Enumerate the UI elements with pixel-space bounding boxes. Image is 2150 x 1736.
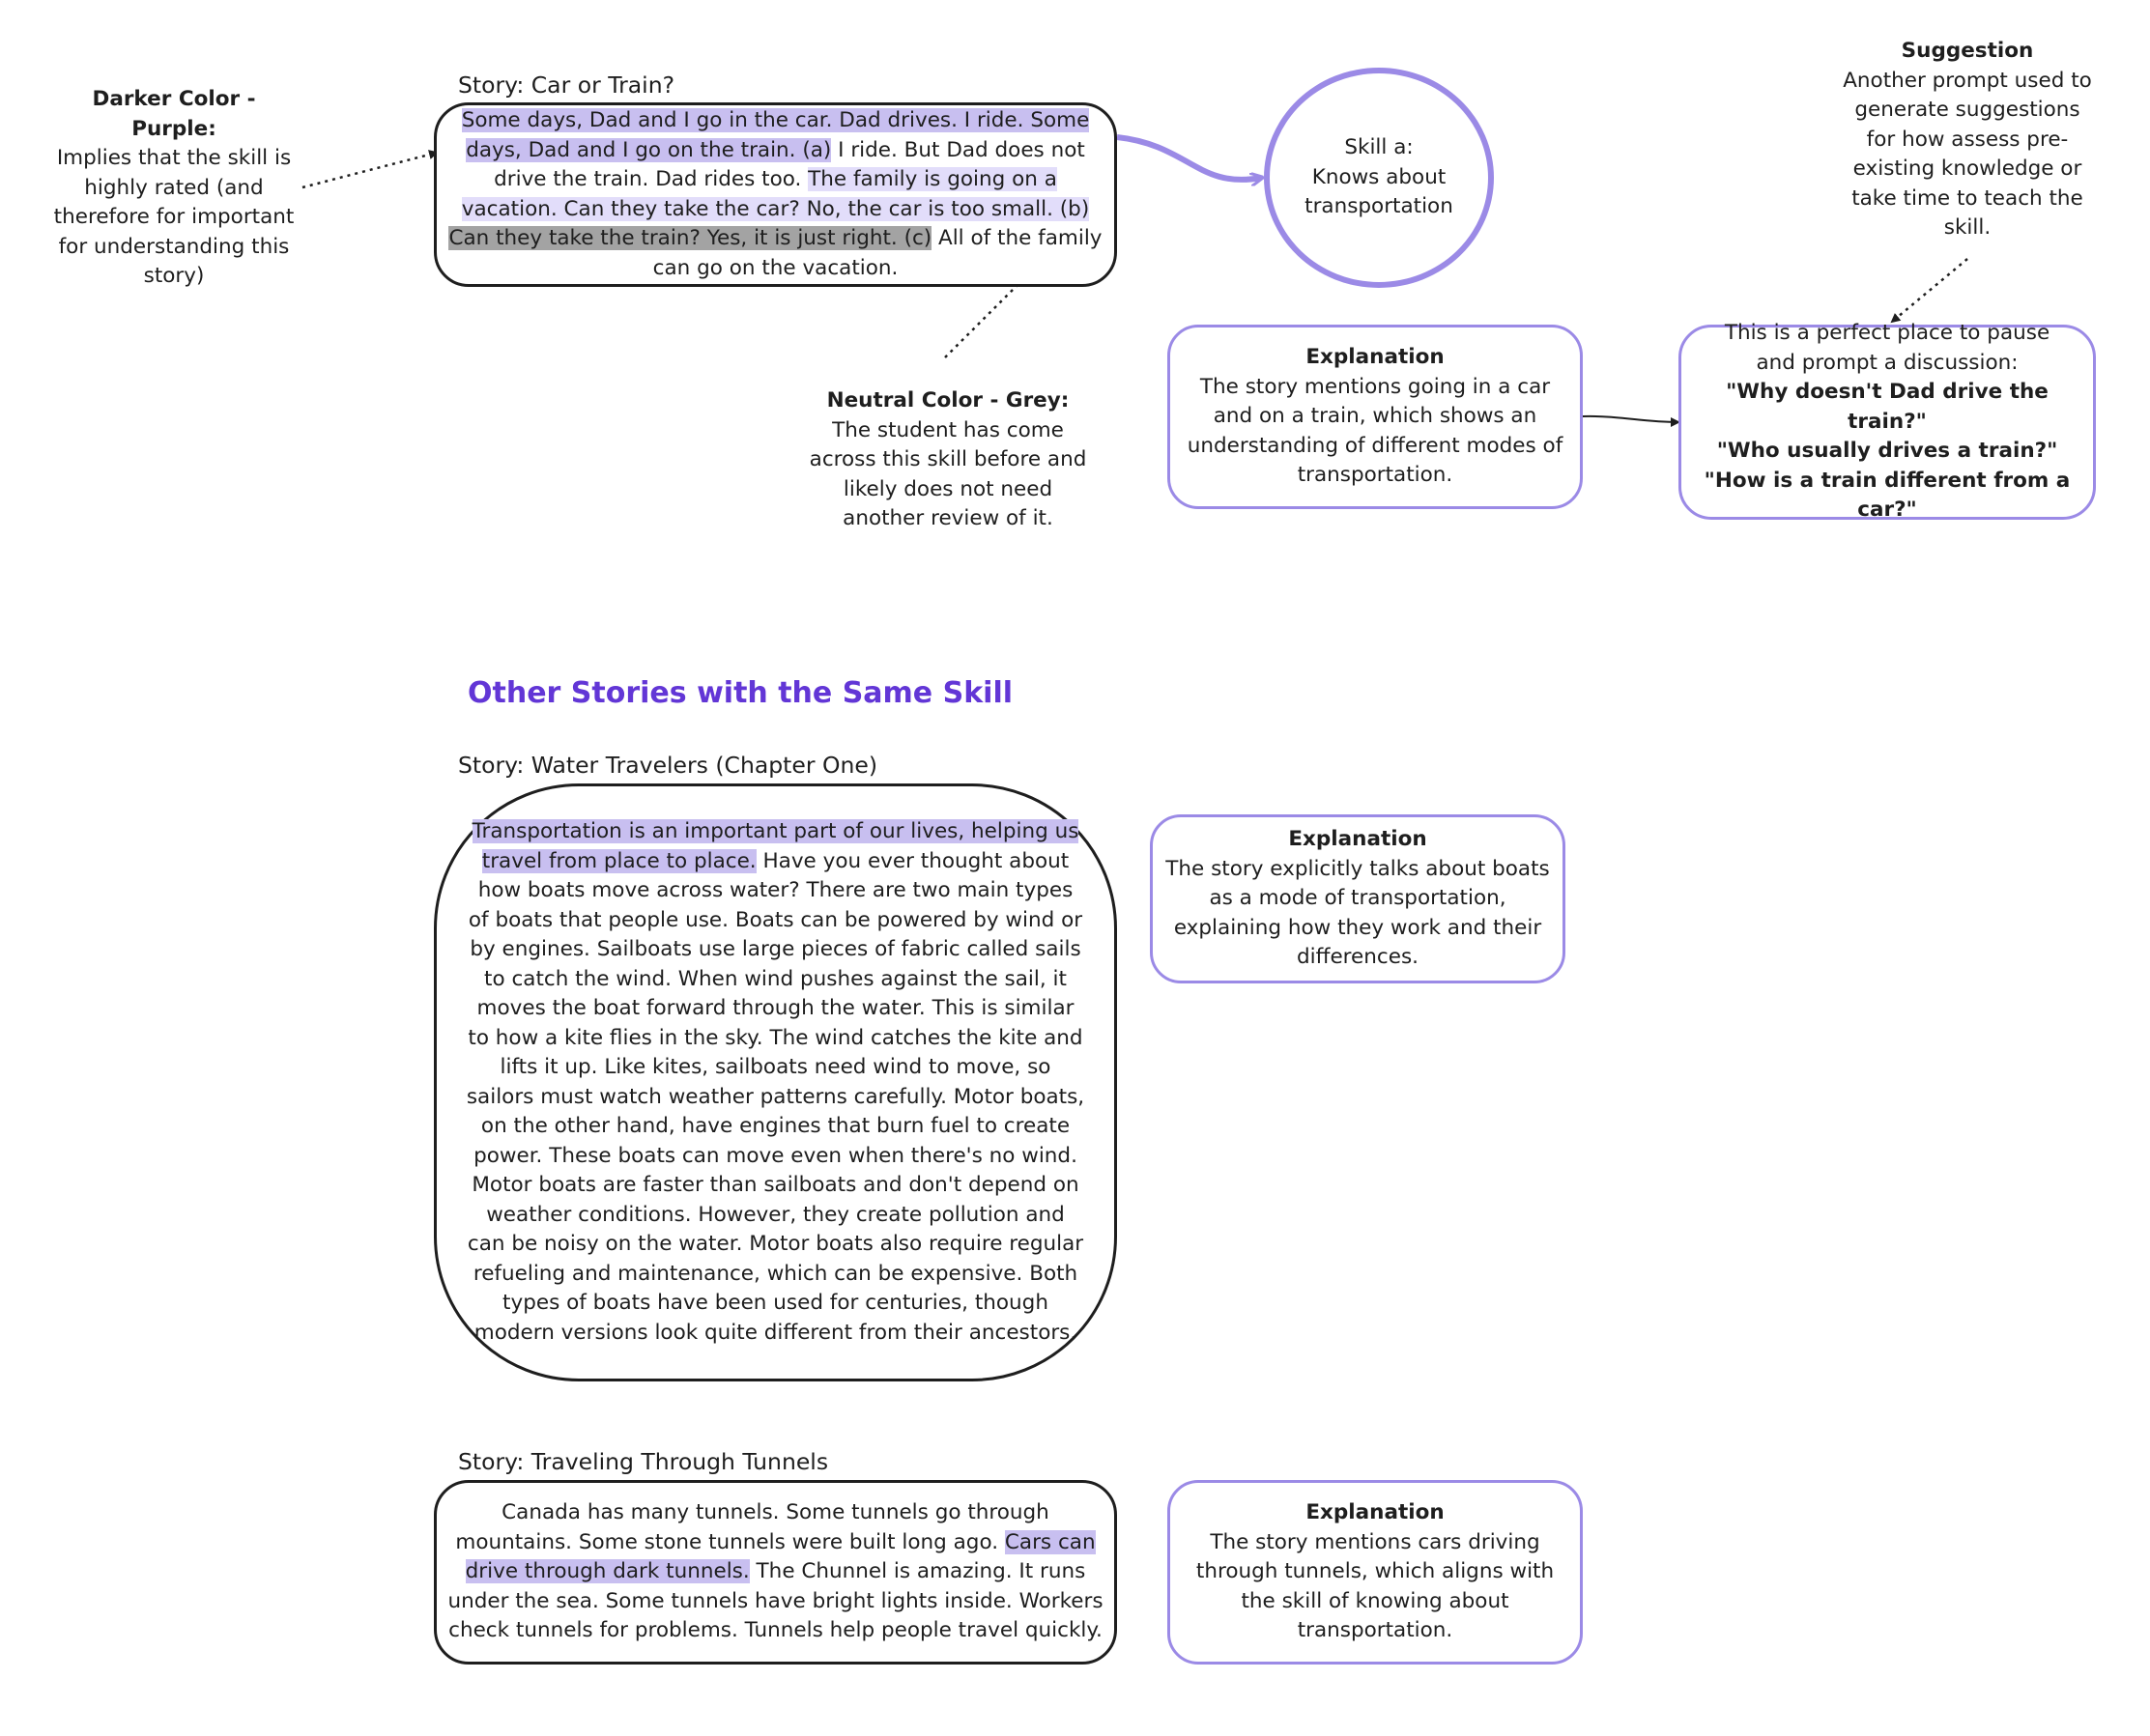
story1-highlight-b: The family is going on a vacation. Can they take the car? No, the car is too small. (b) — [461, 167, 1090, 221]
story1-text — [448, 106, 1103, 283]
story-to-skill-arrow — [1117, 137, 1261, 180]
story1-plain-1: I ride. But Dad does not drive the train. Dad rides too. — [494, 137, 1085, 191]
explanation1-title: Explanation — [1305, 345, 1445, 370]
story3-plain-2: The Chunnel is amazing. It runs under the sea. Some tunnels have bright lights inside. Workers check tunnels for problems. Tunnels help people travel quickly. — [447, 1559, 1104, 1643]
explanation2-title: Explanation — [1288, 827, 1427, 852]
grey-legend-annotation — [808, 386, 1088, 534]
story2-highlight: Transportation is an important part of our lives, helping us travel from place to place. — [472, 819, 1079, 873]
suggestion-annotation — [1842, 37, 2093, 243]
suggestion-body: Another prompt used to generate suggestions for how assess pre-existing knowledge or take time to teach the skill. — [1843, 68, 2092, 240]
explanation3-box — [1167, 1480, 1583, 1665]
story2-box — [434, 783, 1117, 1381]
grey-legend-title: Neutral Color - Grey: — [826, 388, 1070, 413]
story2-plain: Have you ever thought about how boats move across water? There are two main types of boats that people use. Boats can be powered by wind or by engines. Sailboats use large pieces of fabric called sails to catch the wind. When wind pushes against the sail, it moves the boat forward through the water. This is similar to how a kite flies in the sky. The wind catches the kite and lifts it up. Like kites, sailboats need wind to move, so sailors must watch weather patterns carefully. Motor boats, on the other hand, have engines that burn fuel to create power. These boats can move even when there's no wind. Motor boats are faster than sailboats and don't depend on weather conditions. However, they create pollution and can be noisy on the water. Motor boats also require regular refueling and maintenance, which can be expensive. Both types of boats have been used for centuries, though modern versions look quite different from their ancestors. — [466, 848, 1085, 1345]
story1-box — [434, 102, 1117, 287]
purple-legend-body: Implies that the skill is highly rated (and therefore for important for understanding this story) — [53, 146, 295, 288]
discussion-box — [1678, 321, 2096, 523]
explanation2-box — [1150, 814, 1565, 983]
skill-line2: Knows about transportation — [1304, 164, 1453, 219]
story1-label: Story: Car or Train? — [458, 71, 675, 99]
explanation1-box — [1167, 325, 1583, 509]
story2-text — [466, 817, 1085, 1348]
suggestion-arrow — [1892, 259, 1967, 322]
suggestion-title: Suggestion — [1901, 39, 2034, 63]
purple-annotation-arrow — [302, 153, 437, 187]
story1-highlight-a: Some days, Dad and I go in the car. Dad drives. I ride. Some days, Dad and I go on the train. (a) — [461, 108, 1090, 162]
explanation3-title: Explanation — [1305, 1500, 1445, 1525]
explanation3-body: The story mentions cars driving through tunnels, which aligns with the skill of knowing about transportation. — [1195, 1529, 1555, 1643]
purple-legend-annotation — [53, 85, 295, 292]
story3-highlight: Cars can drive through dark tunnels. — [465, 1529, 1096, 1584]
skill-circle — [1264, 68, 1494, 288]
explanation2-body: The story explicitly talks about boats as a mode of transportation, explaining how they work and their differences. — [1165, 856, 1550, 970]
story3-label: Story: Traveling Through Tunnels — [458, 1448, 829, 1475]
discussion-question-1: "Why doesn't Dad drive the train?" — [1726, 380, 2049, 434]
story2-label: Story: Water Travelers (Chapter One) — [458, 752, 877, 779]
story3-box — [434, 1480, 1117, 1665]
story3-text — [444, 1498, 1106, 1646]
story1-plain-3: All of the family can go on the vacation. — [652, 226, 1103, 280]
skill-line1: Skill a: — [1344, 135, 1414, 160]
section-heading: Other Stories with the Same Skill — [468, 676, 1014, 710]
discussion-intro: This is a perfect place to pause and prompt a discussion: — [1724, 321, 2050, 375]
discussion-question-2: "Who usually drives a train?" — [1716, 439, 2058, 464]
discussion-question-3: "How is a train different from a car?" — [1704, 468, 2071, 523]
purple-legend-title: Darker Color - Purple: — [92, 87, 256, 141]
grey-legend-body: The student has come across this skill before and likely does not need another review of it. — [809, 417, 1087, 530]
story3-plain-1: Canada has many tunnels. Some tunnels go through mountains. Some stone tunnels were built long ago. — [455, 1500, 1049, 1554]
story1-highlight-c: Can they take the train? Yes, it is just right. (c) — [448, 226, 932, 250]
explanation-to-discussion-arrow — [1583, 416, 1678, 422]
explanation1-body: The story mentions going in a car and on a train, which shows an understanding of different modes of transportation. — [1187, 374, 1563, 488]
